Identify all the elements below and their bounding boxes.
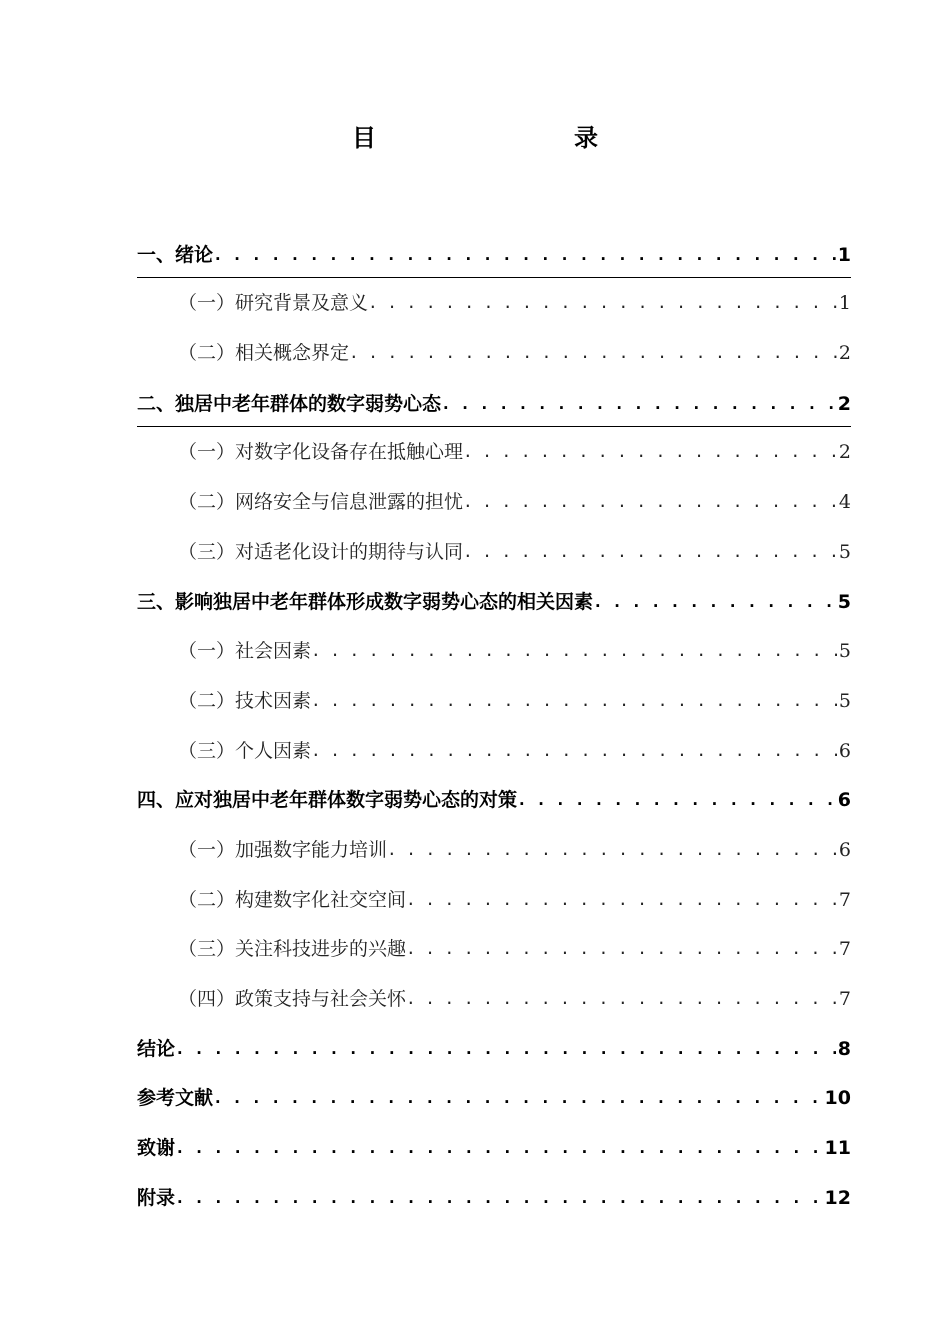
toc-entry-title: 结论: [137, 1037, 176, 1060]
toc-entry-chapter[interactable]: [137, 1073, 851, 1123]
toc-entry-page-number: 6: [838, 838, 851, 861]
toc-entry-section[interactable]: [137, 526, 851, 576]
toc-dot-leader: [406, 937, 837, 973]
toc-entry-page-number: 6: [838, 739, 851, 762]
toc-entry-title: 四、应对独居中老年群体数字弱势心态的对策: [137, 789, 518, 812]
toc-dot-leader: [349, 341, 837, 377]
toc-dot-leader: [387, 838, 837, 874]
toc-dot-leader: [213, 1086, 823, 1122]
toc-entry-title: 三、影响独居中老年群体形成数字弱势心态的相关因素: [137, 590, 594, 613]
toc-entry-title: （四）政策支持与社会关怀: [178, 988, 407, 1010]
toc-entry-title: （二）相关概念界定: [178, 342, 350, 365]
toc-entry-section[interactable]: [137, 824, 851, 874]
toc-entry-page-number: 2: [837, 392, 851, 415]
toc-entry-title: （一）研究背景及意义: [178, 292, 369, 315]
toc-entry-chapter[interactable]: [137, 775, 851, 825]
toc-entry-page-number: 2: [838, 441, 851, 464]
toc-entry-page-number: 8: [837, 1037, 851, 1060]
toc-dot-leader: [175, 1136, 823, 1172]
toc-entry-title: （一）加强数字能力培训: [178, 838, 388, 861]
toc-entry-title: （一）社会因素: [178, 640, 312, 663]
toc-entry-section[interactable]: [137, 427, 851, 477]
toc-entry-title: 致谢: [137, 1137, 176, 1160]
toc-entry-section[interactable]: [137, 327, 851, 377]
toc-dot-leader: [368, 291, 837, 327]
toc-entry-section[interactable]: [137, 924, 851, 974]
toc-entry-page-number: 5: [837, 590, 851, 613]
toc-dot-leader: [463, 440, 837, 476]
toc-entry-page-number: 7: [838, 938, 851, 961]
toc-entry-title: （二）技术因素: [178, 689, 312, 712]
toc-entry-title: （二）网络安全与信息泄露的担忧: [178, 491, 464, 514]
toc-entry-section[interactable]: [137, 626, 851, 676]
toc-entry-chapter[interactable]: [137, 228, 851, 278]
toc-dot-leader: [406, 888, 837, 924]
toc-dot-leader: [441, 392, 836, 416]
toc-entry-page-number: 7: [838, 888, 851, 911]
toc-dot-leader: [311, 689, 837, 725]
toc-entry-section[interactable]: [137, 725, 851, 775]
toc-entry-chapter[interactable]: [137, 1122, 851, 1172]
toc-entry-page-number: 6: [837, 789, 851, 812]
toc-entry-title: 附录: [137, 1186, 176, 1209]
toc-entry-page-number: 1: [838, 292, 851, 315]
toc-entry-title: （一）对数字化设备存在抵触心理: [178, 441, 464, 464]
toc-dot-leader: [175, 1037, 836, 1073]
toc-dot-leader: [463, 490, 837, 526]
toc-entry-page-number: 1: [837, 243, 851, 266]
toc-entry-title: （三）对适老化设计的期待与认同: [178, 540, 464, 563]
toc-entry-page-number: 5: [838, 640, 851, 663]
toc-dot-leader: [213, 243, 836, 267]
toc-entry-chapter[interactable]: [137, 377, 851, 427]
toc-entry-page-number: 10: [824, 1087, 851, 1110]
toc-entry-title: （三）关注科技进步的兴趣: [178, 938, 407, 961]
toc-entry-page-number: 11: [824, 1137, 851, 1160]
toc-entry-page-number: 4: [838, 491, 851, 514]
toc-entry-page-number: 5: [838, 689, 851, 712]
toc-entry-chapter[interactable]: [137, 1172, 851, 1222]
toc-dot-leader: [311, 639, 837, 675]
toc-dot-leader: [175, 1186, 823, 1222]
toc-entry-section[interactable]: [137, 973, 851, 1023]
toc-entry-page-number: 2: [838, 342, 851, 365]
toc-dot-leader: [406, 987, 837, 1023]
toc-entry-title: 参考文献: [137, 1087, 214, 1110]
toc-dot-leader: [463, 540, 837, 576]
page-title: 目 录: [352, 124, 648, 152]
toc-entry-section[interactable]: [137, 675, 851, 725]
table-of-contents: [137, 228, 851, 1222]
toc-entry-title: （二）构建数字化社交空间: [178, 888, 407, 911]
toc-dot-leader: [517, 788, 836, 824]
toc-entry-title: 一、绪论: [137, 243, 214, 266]
toc-dot-leader: [311, 739, 837, 775]
toc-entry-page-number: 5: [838, 540, 851, 563]
toc-entry-section[interactable]: [137, 278, 851, 328]
toc-entry-page-number: 7: [838, 988, 851, 1010]
toc-entry-chapter[interactable]: [137, 576, 851, 626]
toc-dot-leader: [593, 590, 836, 626]
toc-entry-section[interactable]: [137, 476, 851, 526]
toc-entry-chapter[interactable]: [137, 1023, 851, 1073]
toc-entry-page-number: 12: [824, 1186, 851, 1209]
toc-entry-title: （三）个人因素: [178, 739, 312, 762]
toc-entry-section[interactable]: [137, 874, 851, 924]
toc-entry-title: 二、独居中老年群体的数字弱势心态: [137, 392, 442, 415]
